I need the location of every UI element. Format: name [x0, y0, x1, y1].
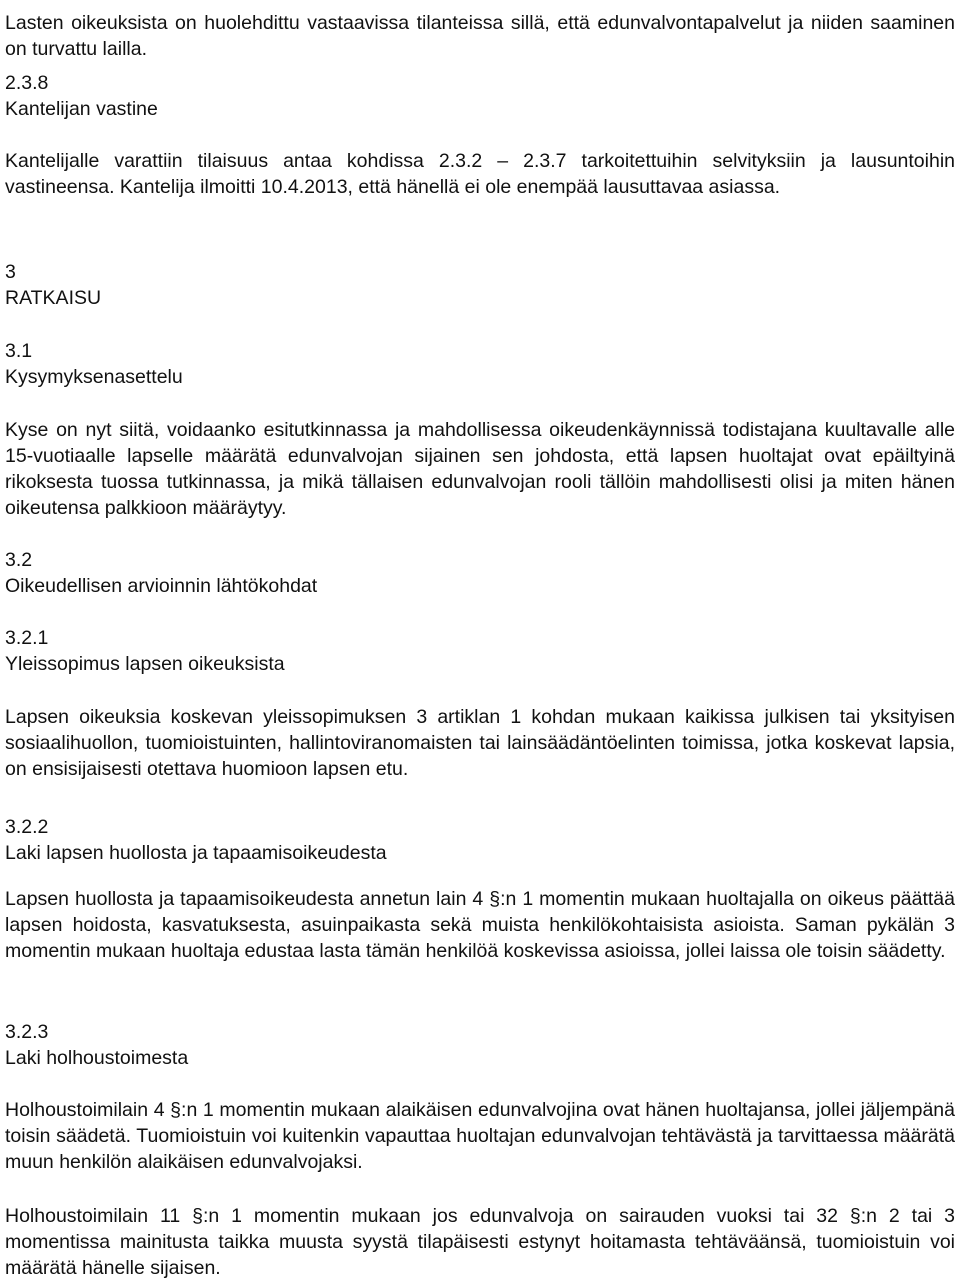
section-number: 2.3.8 [5, 72, 49, 94]
section-title: RATKAISU [5, 287, 102, 309]
section-3-2-2-heading [5, 814, 955, 866]
section-2-3-8-heading [5, 70, 955, 122]
section-number: 3.2.2 [5, 816, 49, 838]
section-title: Kysymyksenasettelu [5, 366, 183, 388]
section-title: Laki lapsen huollosta ja tapaamisoikeudesta [5, 842, 387, 864]
section-title: Yleissopimus lapsen oikeuksista [5, 653, 285, 675]
section-3-1-heading [5, 338, 955, 390]
section-title: Laki holhoustoimesta [5, 1047, 189, 1069]
section-number: 3.2.3 [5, 1021, 49, 1043]
section-number: 3 [5, 261, 16, 283]
section-title: Oikeudellisen arvioinnin lähtökohdat [5, 575, 318, 597]
section-3-2-3-paragraph-1: Holhoustoimilain 4 §:n 1 momentin mukaan alaikäisen edunvalvojina ovat hänen huoltajansa, jollei jäljempänä toisin säädetä. Tuomioistuin voi kuitenkin vapauttaa huoltajan edunvalvojan tehtävästä ja tarvittaessa määrätä muun henkilön alaikäisen edunvalvojaksi. [5, 1099, 955, 1173]
section-3-2-3-heading [5, 1019, 955, 1071]
section-3-2-1-paragraph: Lapsen oikeuksia koskevan yleissopimuksen 3 artiklan 1 kohdan mukaan kaikissa julkisen tai yksityisen sosiaalihuollon, tuomioistuinten, hallintoviranomaisten tai lainsäädäntöelinten toimissa, jotka koskevat lapsia, on ensisijaisesti otettava huomioon lapsen etu. [5, 706, 955, 780]
section-number: 3.2 [5, 549, 33, 571]
section-3-2-3-paragraph-2: Holhoustoimilain 11 §:n 1 momentin mukaan jos edunvalvoja on sairauden vuoksi tai 32 §:n 2 tai 3 momentissa mainitusta taikka muusta syystä tilapäisesti estynyt hoitamasta tehtäväänsä, tuomioistuin voi määrätä hänelle sijaisen. [5, 1205, 955, 1279]
section-3-2-1-heading [5, 625, 955, 677]
section-3-heading [5, 259, 955, 311]
section-number: 3.2.1 [5, 627, 49, 649]
section-number: 3.1 [5, 340, 33, 362]
intro-paragraph: Lasten oikeuksista on huolehdittu vastaavissa tilanteissa sillä, että edunvalvontapalvelut ja niiden saaminen on turvattu lailla. [5, 12, 955, 60]
section-2-3-8-paragraph: Kantelijalle varattiin tilaisuus antaa kohdissa 2.3.2 – 2.3.7 tarkoitettuihin selvityksiin ja lausuntoihin vastineensa. Kantelija ilmoitti 10.4.2013, että hänellä ei ole enempää lausuttavaa asiassa. [5, 150, 955, 198]
section-3-2-heading [5, 547, 955, 599]
section-title: Kantelijan vastine [5, 98, 158, 120]
section-3-2-2-paragraph: Lapsen huollosta ja tapaamisoikeudesta annetun lain 4 §:n 1 momentin mukaan huoltajalla on oikeus päättää lapsen hoidosta, kasvatuksesta, asuinpaikasta sekä muista henkilökohtaisista asioista. Saman pykälän 3 momentin mukaan huoltaja edustaa lasta tämän henkilöä koskevissa asioissa, jollei laissa ole toisin säädetty. [5, 888, 955, 962]
section-3-1-paragraph: Kyse on nyt siitä, voidaanko esitutkinnassa ja mahdollisessa oikeudenkäynnissä todistajana kuultavalle alle 15-vuotiaalle lapselle määrätä edunvalvojan sijainen sen johdosta, että lapsen huoltajat ovat epäiltyinä rikoksesta tuossa tutkinnassa, ja mikä tällaisen edunvalvojan rooli tällöin mahdollisesti olisi ja miten hänen oikeutensa palkkioon määräytyy. [5, 419, 955, 519]
